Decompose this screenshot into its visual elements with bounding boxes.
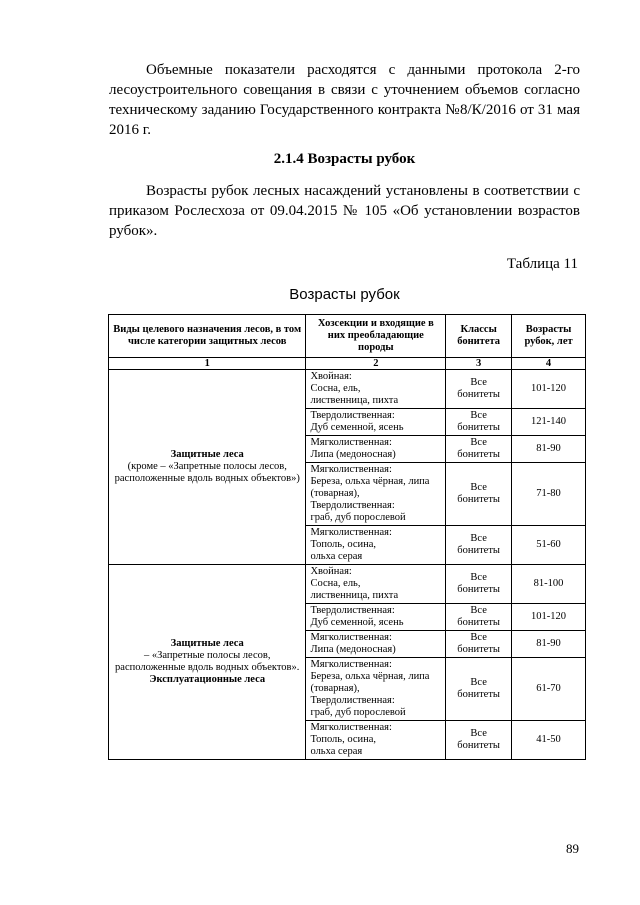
species-line: Береза, ольха чёрная, липа bbox=[310, 671, 430, 682]
site-class-cell: Все бонитеты bbox=[446, 370, 512, 409]
site-class-cell: Все бонитеты bbox=[446, 526, 512, 565]
table-row bbox=[109, 370, 586, 409]
page-number: 89 bbox=[566, 841, 579, 856]
species-line: Мягколиственная: bbox=[310, 464, 392, 475]
species-cell bbox=[306, 721, 446, 760]
species-cell bbox=[306, 370, 446, 409]
species-line: Тополь, осина, bbox=[310, 734, 377, 745]
species-cell bbox=[306, 463, 446, 526]
species-line: Мягколиственная: bbox=[310, 632, 392, 643]
species-line: Твердолиственная: bbox=[310, 605, 395, 616]
species-line: Мягколиственная: bbox=[310, 437, 392, 448]
forest-category-subtitle: – «Запретные полосы лесов, расположенные вдоль водных объектов». bbox=[115, 650, 300, 673]
species-line: Твердолиственная: bbox=[310, 410, 395, 421]
table-caption: Возрасты рубок bbox=[289, 286, 400, 303]
species-line: (товарная), bbox=[310, 488, 360, 499]
species-line: Липа (медоносная) bbox=[310, 449, 396, 460]
species-line: лиственница, пихта bbox=[310, 395, 399, 406]
cutting-age-cell: 81-90 bbox=[512, 436, 586, 463]
species-line: Дуб семенной, ясень bbox=[310, 617, 404, 628]
species-cell bbox=[306, 526, 446, 565]
table-number: Таблица 11 bbox=[506, 256, 578, 272]
species-line: Сосна, ель, bbox=[310, 383, 361, 394]
species-line: ольха серая bbox=[310, 551, 363, 562]
cutting-age-cell: 41-50 bbox=[512, 721, 586, 760]
site-class-cell: Все бонитеты bbox=[446, 565, 512, 604]
column-number: 2 bbox=[306, 358, 446, 370]
species-line: Твердолиственная: bbox=[310, 500, 395, 511]
species-cell bbox=[306, 565, 446, 604]
species-line: Береза, ольха чёрная, липа bbox=[310, 476, 430, 487]
species-line: Мягколиственная: bbox=[310, 659, 392, 670]
site-class-cell: Все бонитеты bbox=[446, 436, 512, 463]
cutting-age-cell: 61-70 bbox=[512, 658, 586, 721]
species-cell bbox=[306, 631, 446, 658]
column-number: 4 bbox=[512, 358, 586, 370]
species-cell bbox=[306, 604, 446, 631]
site-class-cell: Все бонитеты bbox=[446, 463, 512, 526]
volume-note-paragraph: Объемные показатели расходятся с данными протокола 2-го лесоустроительного совещания в связи с уточнением объемов согласно техническому заданию Государственного контракта №8/К/2016 от 31 мая 2016 г. bbox=[109, 62, 580, 138]
cutting-ages-table bbox=[108, 314, 586, 760]
table-row bbox=[109, 565, 586, 604]
table-header-row bbox=[109, 315, 586, 358]
forest-category-subtitle: (кроме – «Запретные полосы лесов, расположенные вдоль водных объектов») bbox=[114, 461, 300, 484]
header-forest-purpose: Виды целевого назначения лесов, в том числе категории защитных лесов bbox=[109, 315, 306, 358]
forest-category-cell bbox=[109, 370, 306, 565]
cutting-age-cell: 51-60 bbox=[512, 526, 586, 565]
site-class-cell: Все бонитеты bbox=[446, 409, 512, 436]
site-class-cell: Все бонитеты bbox=[446, 658, 512, 721]
species-line: Тополь, осина, bbox=[310, 539, 377, 550]
section-heading: 2.1.4 Возрасты рубок bbox=[273, 151, 416, 167]
species-line: Мягколиственная: bbox=[310, 722, 392, 733]
forest-category-extra: Эксплуатационные леса bbox=[149, 674, 266, 685]
column-number: 1 bbox=[109, 358, 306, 370]
header-sections-species: Хозсекции и входящие в них преобладающие породы bbox=[306, 315, 446, 358]
header-cutting-age: Возрасты рубок, лет bbox=[512, 315, 586, 358]
cutting-age-cell: 81-100 bbox=[512, 565, 586, 604]
site-class-cell: Все бонитеты bbox=[446, 721, 512, 760]
species-line: Мягколиственная: bbox=[310, 527, 392, 538]
species-line: Дуб семенной, ясень bbox=[310, 422, 404, 433]
species-line: лиственница, пихта bbox=[310, 590, 399, 601]
species-line: Твердолиственная: bbox=[310, 695, 395, 706]
column-number: 3 bbox=[446, 358, 512, 370]
cutting-age-cell: 101-120 bbox=[512, 370, 586, 409]
cutting-age-cell: 71-80 bbox=[512, 463, 586, 526]
species-cell bbox=[306, 436, 446, 463]
species-line: (товарная), bbox=[310, 683, 360, 694]
forest-category-title: Защитные леса bbox=[170, 449, 244, 460]
species-cell bbox=[306, 409, 446, 436]
species-line: Сосна, ель, bbox=[310, 578, 361, 589]
species-line: Хвойная: bbox=[310, 566, 352, 577]
site-class-cell: Все бонитеты bbox=[446, 631, 512, 658]
cutting-age-cell: 81-90 bbox=[512, 631, 586, 658]
species-line: ольха серая bbox=[310, 746, 363, 757]
ages-intro-paragraph: Возрасты рубок лесных насаждений установлены в соответствии с приказом Рослесхоза от 09.04.2015 № 105 «Об установлении возрастов рубок». bbox=[109, 183, 580, 239]
forest-category-cell bbox=[109, 565, 306, 760]
species-cell bbox=[306, 658, 446, 721]
header-site-class: Классы бонитета bbox=[446, 315, 512, 358]
species-line: Липа (медоносная) bbox=[310, 644, 396, 655]
site-class-cell: Все бонитеты bbox=[446, 604, 512, 631]
cutting-age-cell: 101-120 bbox=[512, 604, 586, 631]
forest-category-title: Защитные леса bbox=[170, 638, 244, 649]
column-number-row bbox=[109, 358, 586, 370]
species-line: граб, дуб порослевой bbox=[310, 707, 406, 718]
cutting-age-cell: 121-140 bbox=[512, 409, 586, 436]
species-line: Хвойная: bbox=[310, 371, 352, 382]
species-line: граб, дуб порослевой bbox=[310, 512, 406, 523]
